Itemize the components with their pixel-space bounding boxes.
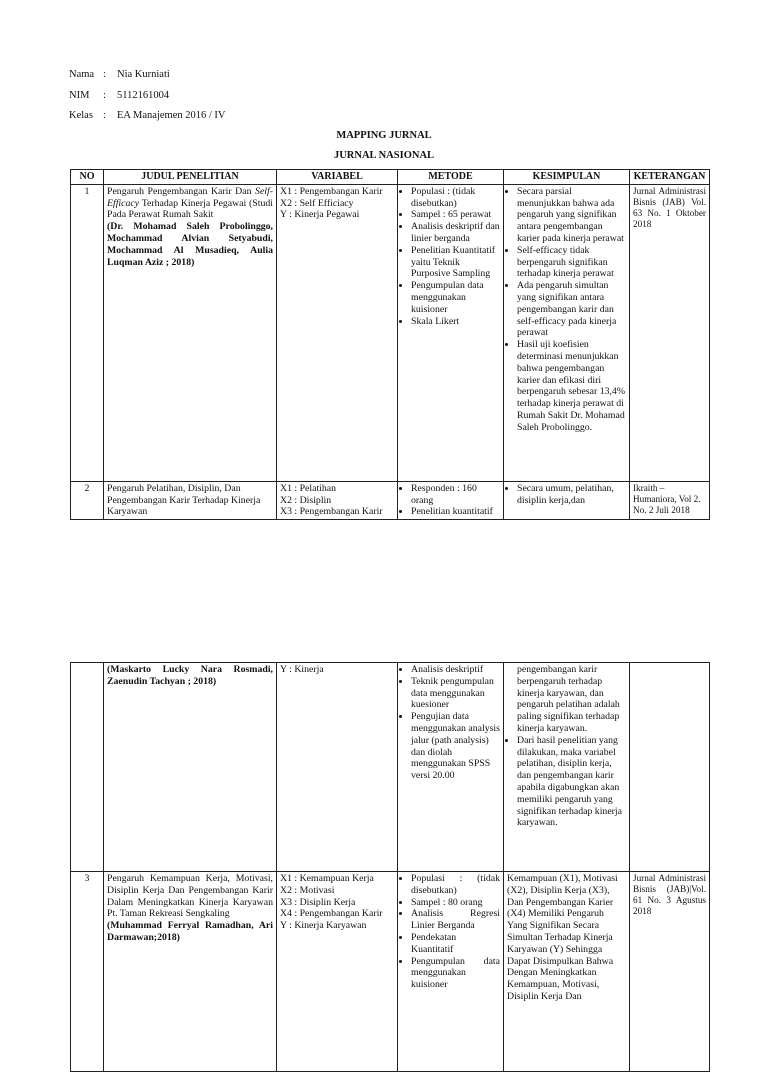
mapping-table-page-1 bbox=[70, 169, 710, 520]
list-item: • Populasi : (tidak disebutkan) bbox=[411, 186, 500, 210]
list-item: • Penelitian Kuantitatif yaitu Teknik Purposive Sampling bbox=[411, 245, 500, 280]
list-item: • Penelitian kuantitatif bbox=[411, 506, 500, 518]
list-item: • Responden : 160 orang bbox=[411, 483, 500, 507]
kelas-label: Kelas bbox=[69, 110, 93, 121]
row-number: 2 bbox=[71, 481, 104, 519]
row-number: 3 bbox=[71, 872, 104, 1072]
judul-cell bbox=[104, 872, 277, 1072]
colon: : bbox=[103, 69, 106, 80]
keterangan-cell bbox=[630, 663, 710, 872]
variabel-item: Y : Kinerja Pegawai bbox=[280, 209, 360, 221]
list-item: • Sampel : 65 perawat bbox=[411, 209, 500, 221]
colon: : bbox=[103, 110, 106, 121]
authors: (Dr. Mohamad Saleh Probolinggo, Mochammad Alvian Setyabudi, Mochammad Al Musadieq, Aulia Luqman Aziz ; 2018) bbox=[107, 221, 273, 268]
list-item: • Secara umum, pelatihan, disiplin kerja,dan bbox=[517, 483, 626, 507]
nama-line bbox=[69, 69, 170, 80]
nama-label: Nama bbox=[69, 69, 95, 80]
metode-cell bbox=[398, 663, 504, 872]
nama-value: Nia Kurniati bbox=[117, 69, 170, 80]
variabel-item: X1 : Pengembangan Karir bbox=[280, 185, 383, 197]
list-item: • Analisis deskriptif dan linier berganda bbox=[411, 221, 500, 245]
variabel-item: X4 : Pengembangan Karir bbox=[280, 908, 383, 920]
variabel-cell bbox=[277, 184, 398, 481]
variabel-item: X3 : Disiplin Kerja bbox=[280, 896, 356, 908]
authors: (Muhammad Ferryal Ramadhan, Ari Darmawan;2018) bbox=[107, 920, 273, 943]
variabel-item: Y : Kinerja Karyawan bbox=[280, 920, 367, 932]
list-item: • Pengumpulan data menggunakan kuisioner bbox=[411, 956, 500, 991]
judul-text: Pengaruh Pengembangan Karir Dan bbox=[107, 185, 252, 197]
list-item: • Analisis deskriptif bbox=[411, 664, 500, 676]
mapping-table-page-2 bbox=[70, 662, 710, 1072]
keterangan-cell: Jurnal Administrasi Bisnis (JAB)|Vol. 61 No. 3 Agustus 2018 bbox=[630, 872, 710, 1072]
list-item: • Secara parsial menunjukkan bahwa ada pengaruh yang signifikan antara pengembangan karier pada kinerja perawat bbox=[517, 186, 626, 245]
col-keterangan: KETERANGAN bbox=[630, 170, 710, 185]
judul-text: Terhadap Kinerja Pegawai (Studi Pada Perawat Rumah Sakit bbox=[107, 197, 273, 221]
keterangan-cell: Ikraith – Humaniora, Vol 2. No. 2 Juli 2018 bbox=[630, 481, 710, 519]
page-title: MAPPING JURNAL bbox=[336, 130, 432, 141]
keterangan-cell: Jurnal Administrasi Bisnis (JAB) Vol. 63 No. 1 Oktober 2018 bbox=[630, 184, 710, 481]
variabel-cell bbox=[277, 872, 398, 1072]
metode-cell bbox=[398, 481, 504, 519]
kesimpulan-cell: Kemampuan (X1), Motivasi (X2), Disiplin Kerja (X3), Dan Pengembangan Karier (X4) Memiliki Pengaruh Yang Signifikan Secara Simultan Terhadap Kinerja Karyawan (Y) Sehingga Dapat Disimpulkan Bahwa Dengan Meningkatkan Kemampuan, Motivasi, Disiplin Kerja Dan bbox=[504, 872, 630, 1072]
metode-cell bbox=[398, 184, 504, 481]
table-header-row bbox=[71, 170, 710, 185]
list-item: • Pendekatan Kuantitatif bbox=[411, 932, 500, 956]
col-kesimpulan: KESIMPULAN bbox=[504, 170, 630, 185]
judul-text: Pengaruh Kemampuan Kerja, Motivasi, Disiplin Kerja Dan Pengembangan Karir Dalam Meningkatkan Kinerja Karyawan Pt. Taman Rekreasi Sengkaling bbox=[107, 873, 273, 920]
metode-cell bbox=[398, 872, 504, 1072]
page-subtitle: JURNAL NASIONAL bbox=[333, 150, 435, 161]
col-no: NO bbox=[71, 170, 104, 185]
nim-line bbox=[69, 90, 169, 101]
list-item: • Self-efficacy tidak berpengaruh signifikan terhadap kinerja perawat bbox=[517, 245, 626, 280]
list-item: • Populasi : (tidak disebutkan) bbox=[411, 873, 500, 897]
list-item: • Pengujian data menggunakan analysis jalur (path analysis) dan diolah menggunakan SPSS versi 20.00 bbox=[411, 711, 500, 782]
list-item: • Dari hasil penelitian yang dilakukan, maka variabel pelatihan, disiplin kerja, dan pengembangan karir apabila digabungkan akan memiliki pengaruh yang signifikan terhadap kinerja karyawan. bbox=[517, 735, 626, 829]
col-variabel: VARIABEL bbox=[277, 170, 398, 185]
authors: (Maskarto Lucky Nara Rosmadi, Zaenudin Tachyan ; 2018) bbox=[104, 663, 277, 872]
nim-value: 5112161004 bbox=[117, 90, 170, 101]
colon: : bbox=[103, 90, 106, 101]
row-number: 1 bbox=[71, 184, 104, 481]
list-item: • Skala Likert bbox=[411, 316, 500, 328]
list-item: • Hasil uji koefisien determinasi menunjukkan bahwa pengembangan karier dan efikasi diri berpengaruh sebesar 13,4% terhadap kinerja perawat di Rumah Sakit Dr. Mohamad Saleh Probolinggo. bbox=[517, 339, 626, 433]
kesimpulan-cell bbox=[504, 481, 630, 519]
judul-cell: Pengaruh Pelatihan, Disiplin, Dan Pengembangan Karir Terhadap Kinerja Karyawan bbox=[104, 481, 277, 519]
list-item: • Ada pengaruh simultan yang signifikan antara pengembangan karir dan self-efficacy pada kinerja perawat bbox=[517, 280, 626, 339]
list-item: • Pengumpulan data menggunakan kuisioner bbox=[411, 280, 500, 315]
kesimpulan-cell bbox=[504, 184, 630, 481]
kesimpulan-cell bbox=[504, 663, 630, 872]
list-item: • Sampel : 80 orang bbox=[411, 897, 500, 909]
table-row bbox=[71, 663, 710, 872]
kelas-line bbox=[69, 110, 225, 121]
list-item: • Teknik pengumpulan data menggunakan kuesioner bbox=[411, 676, 500, 711]
variabel-cell bbox=[277, 481, 398, 519]
table-row bbox=[71, 481, 710, 519]
table-row bbox=[71, 872, 710, 1072]
variabel-item: X1 : Pelatihan bbox=[280, 482, 337, 494]
variabel-item: X1 : Kemampuan Kerja bbox=[280, 873, 374, 884]
variabel-item: X2 : Motivasi bbox=[280, 884, 335, 896]
judul-cell bbox=[104, 184, 277, 481]
col-judul: JUDUL PENELITIAN bbox=[104, 170, 277, 185]
table-row bbox=[71, 184, 710, 481]
variabel-item: X2 : Self Efficiacy bbox=[280, 197, 354, 209]
list-item: • Analisis Regresi Linier Berganda bbox=[411, 908, 500, 932]
variabel-item: X3 : Pengembangan Karir bbox=[280, 506, 383, 518]
judul-emphasis: Self-Efficacy bbox=[107, 185, 273, 209]
kesimpulan-text: pengembangan karir berpengaruh terhadap kinerja karyawan, dan pengaruh pelatihan adalah paling signifikan terhadap kinerja karyawan. bbox=[517, 664, 620, 734]
nim-label: NIM bbox=[69, 90, 90, 101]
col-metode: METODE bbox=[398, 170, 504, 185]
kelas-value: EA Manajemen 2016 / IV bbox=[117, 110, 226, 121]
row-number bbox=[71, 663, 104, 872]
variabel-item: X2 : Disiplin bbox=[280, 494, 332, 506]
variabel-cell: Y : Kinerja bbox=[277, 663, 398, 872]
